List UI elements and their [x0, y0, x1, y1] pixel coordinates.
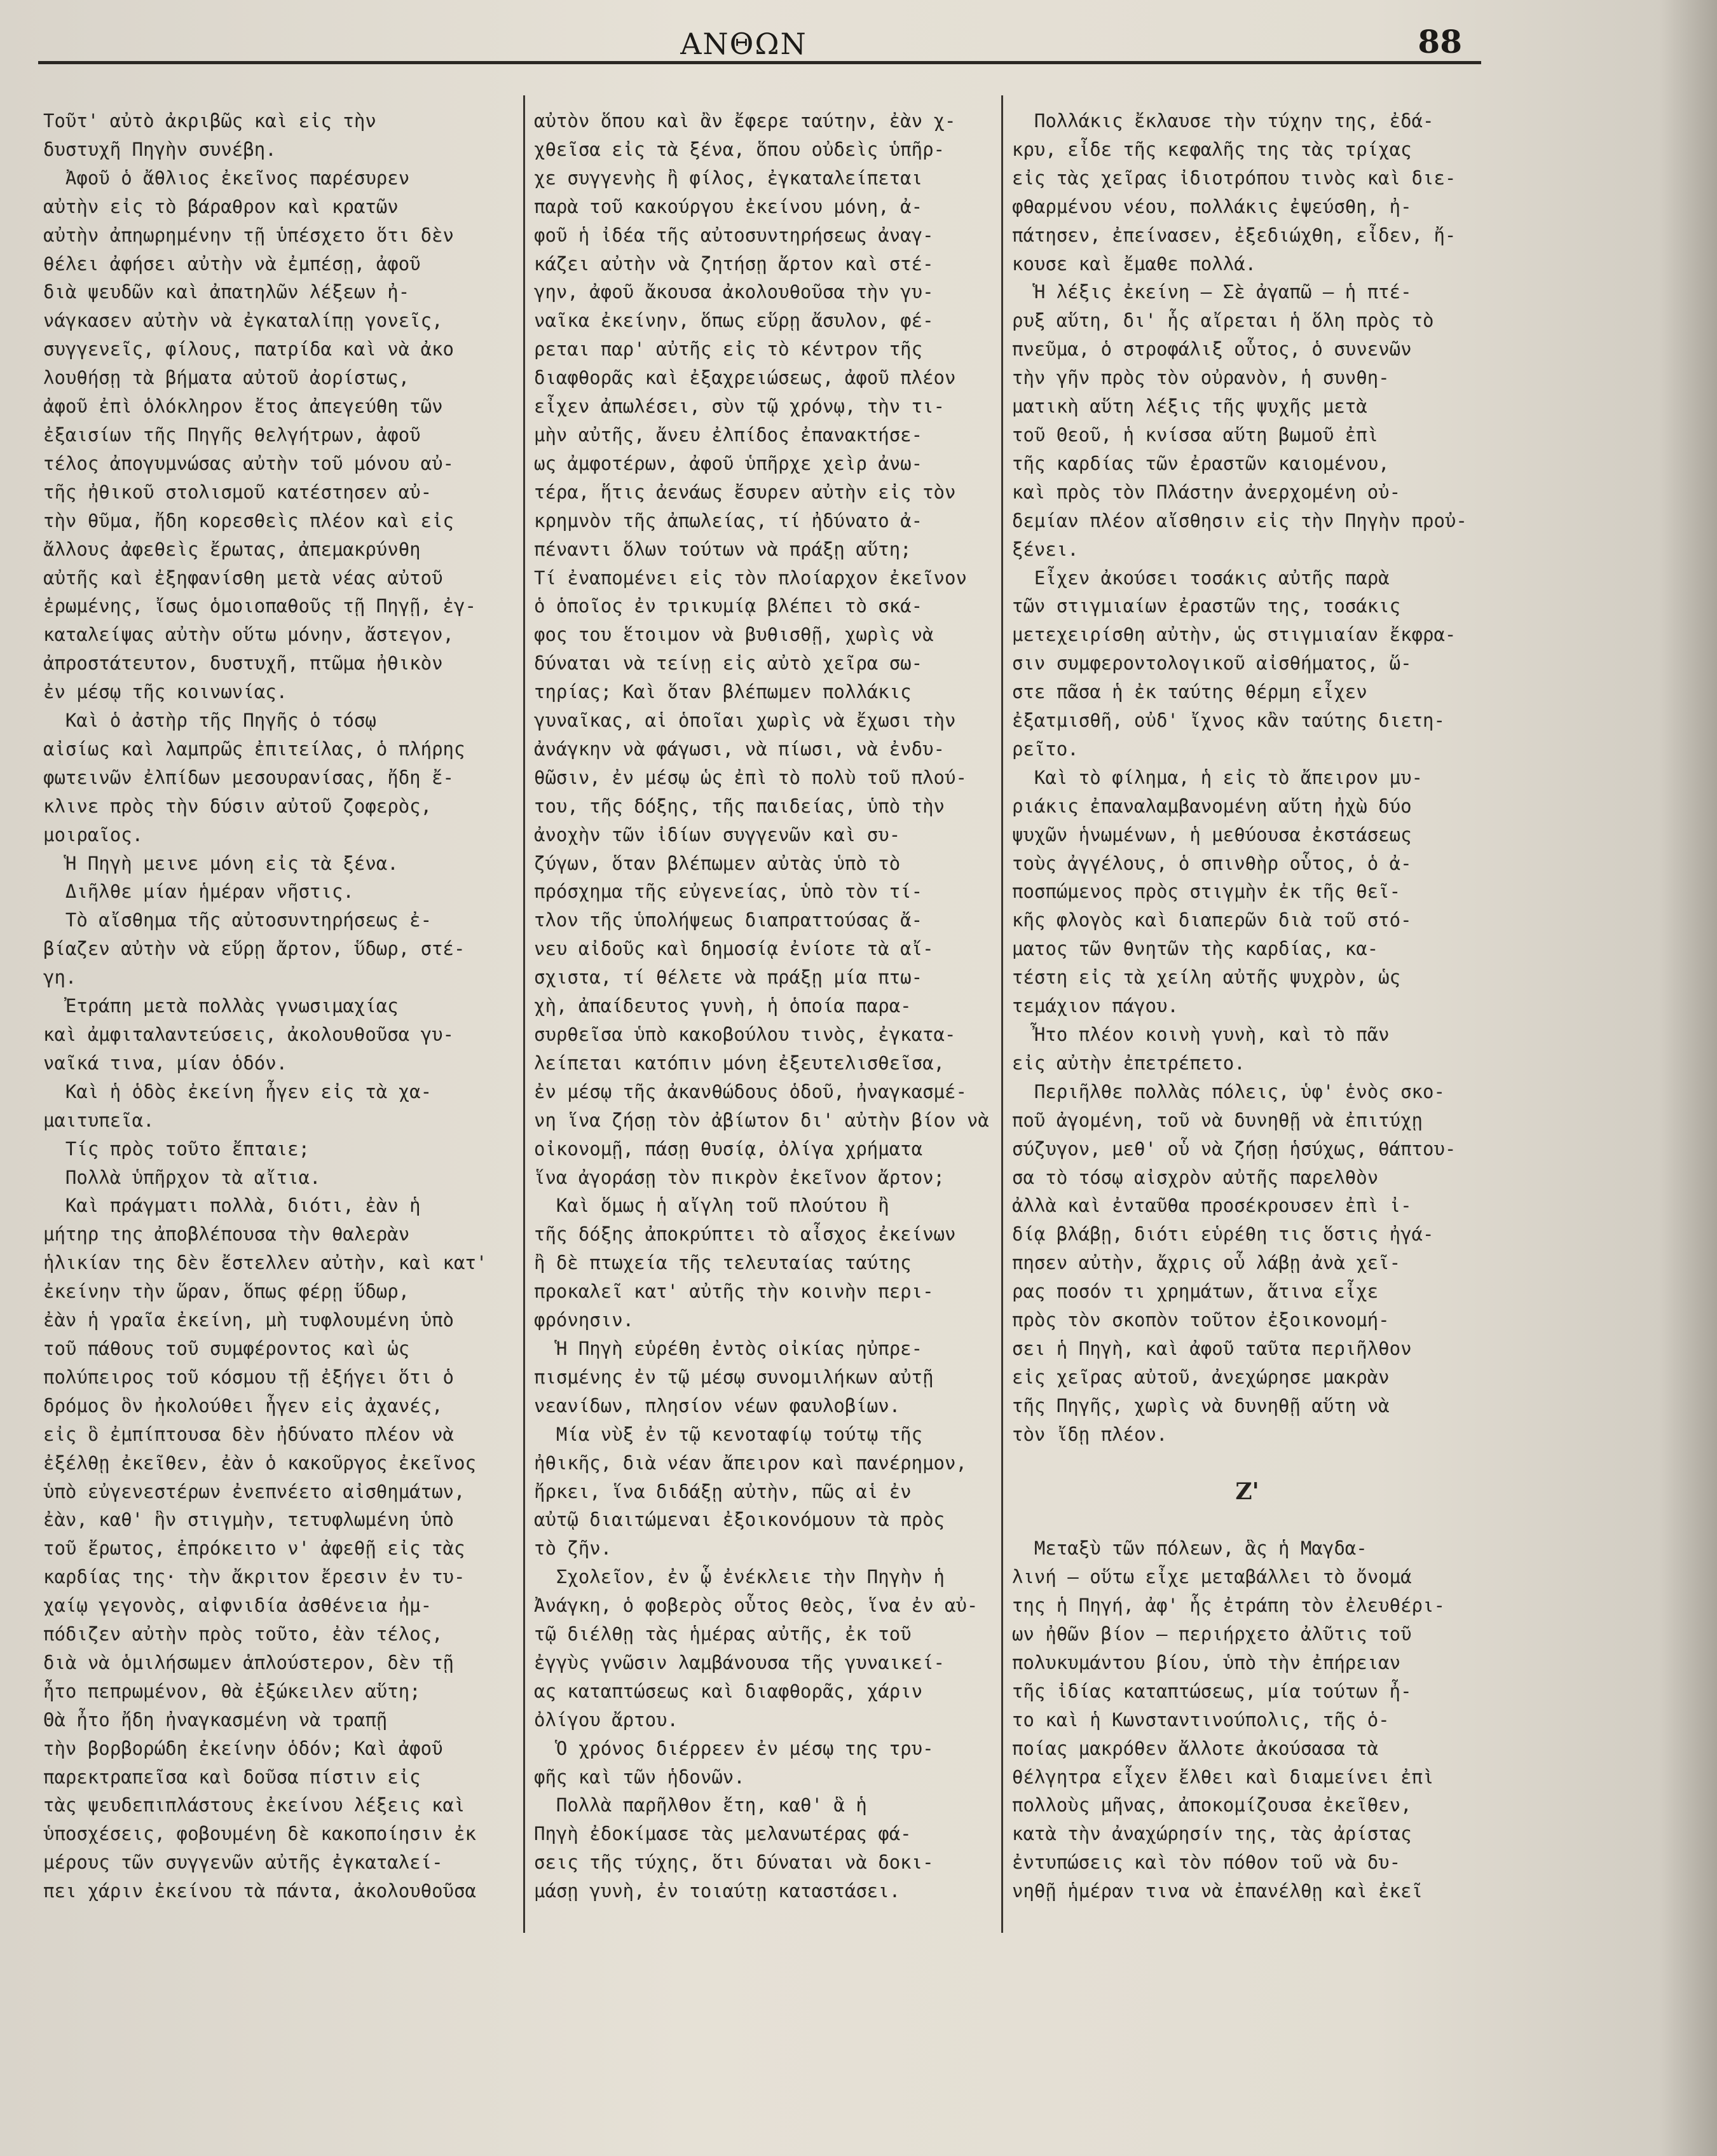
text-line: πισμένης ἐν τῷ μέσῳ συνομιλήκων αὐτῇ — [534, 1366, 934, 1388]
text-line: αὐτὴν ἀπηωρημένην τῇ ὑπέσχετο ὅτι δὲν — [43, 224, 455, 246]
text-line: ρυξ αὕτη, δι' ἧς αἴρεται ἡ ὅλη πρὸς τὸ — [1012, 310, 1434, 332]
text-line: εἰς τὰς χεῖρας ἰδιοτρόπου τινὸς καὶ διε- — [1012, 167, 1456, 189]
text-line: καρδίας της· τὴν ἄκριτον ἔρεσιν ἐν τυ- — [43, 1566, 465, 1588]
text-line: νηθῇ ἡμέραν τινα νὰ ἐπανέλθῃ καὶ ἐκεῖ — [1012, 1880, 1423, 1902]
text-line: ξένει. — [1012, 538, 1079, 560]
text-line: ρεῖτο. — [1012, 738, 1079, 760]
text-line: τοῦ Θεοῦ, ἡ κνίσσα αὕτη βωμοῦ ἐπὶ — [1012, 423, 1379, 446]
text-line: τὸ ζῆν. — [534, 1537, 612, 1560]
text-line: τῷ διέλθῃ τὰς ἡμέρας αὐτῆς, ἐκ τοῦ — [534, 1623, 912, 1645]
text-line: ὑπὸ εὐγενεστέρων ἐνεπνέετο αἰσθημάτων, — [43, 1480, 465, 1502]
text-line: συρθεῖσα ὑπὸ κακοβούλου τινὸς, ἐγκατα- — [534, 1024, 956, 1045]
text-line: χθεῖσα εἰς τὰ ξένα, ὅπου οὐδεὶς ὑπῆρ- — [534, 138, 945, 160]
text-line: τῶν στιγμιαίων ἐραστῶν της, τοσάκις — [1012, 595, 1401, 617]
text-line: Τοῦτ' αὐτὸ ἀκριβῶς καὶ εἰς τὴν — [43, 110, 376, 132]
text-line: κῆς φλογὸς καὶ διαπερῶν διὰ τοῦ στό- — [1012, 909, 1412, 931]
text-line: Ἦτο πλέον κοινὴ γυνὴ, καὶ τὸ πᾶν — [1012, 1024, 1390, 1045]
text-line: Πολλὰ ὑπῆρχον τὰ αἴτια. — [43, 1166, 321, 1188]
text-line: δίᾳ βλάβῃ, διότι εὑρέθη τις ὅστις ἠγά- — [1012, 1223, 1434, 1246]
text-line: τέρα, ἥτις ἀενάως ἔσυρεν αὐτὴν εἰς τὸν — [534, 481, 956, 503]
text-line: γη. — [43, 966, 77, 989]
text-line: Τὸ αἴσθημα τῆς αὐτοσυντηρήσεως ἐ- — [43, 909, 432, 931]
text-line: ἀνοχὴν τῶν ἰδίων συγγενῶν καὶ συ- — [534, 823, 901, 846]
text-line: Πολλάκις ἔκλαυσε τὴν τύχην της, ἐδά- — [1012, 110, 1434, 132]
text-line: φθαρμένου νέου, πολλάκις ἐψεύσθη, ἠ- — [1012, 195, 1412, 217]
text-line: χε συγγενὴς ἢ φίλος, ἐγκαταλείπεται — [534, 167, 923, 189]
text-line: φῆς καὶ τῶν ἡδονῶν. — [534, 1766, 745, 1788]
text-line: ας καταπτώσεως καὶ διαφθορᾶς, χάριν — [534, 1680, 923, 1702]
text-line: κατὰ τὴν ἀναχώρησίν της, τὰς ἀρίστας — [1012, 1823, 1412, 1845]
text-line: δυστυχῆ Πηγὴν συνέβη. — [43, 138, 277, 160]
text-line: ἦτο πεπρωμένον, θὰ ἐξώκειλεν αὕτη; — [43, 1680, 421, 1702]
text-line: στε πᾶσα ἡ ἐκ ταύτης θέρμη εἶχεν — [1012, 681, 1367, 703]
text-line: θῶσιν, ἐν μέσῳ ὡς ἐπὶ τὸ πολὺ τοῦ πλού- — [534, 766, 967, 788]
section-heading: Ζ' — [1235, 1478, 1259, 1505]
text-line: σιν συμφεροντολογικοῦ αἰσθήματος, ὥ- — [1012, 652, 1412, 675]
text-line: τηρίας; Καὶ ὅταν βλέπωμεν πολλάκις — [534, 681, 912, 703]
text-line: λουθήσῃ τὰ βήματα αὐτοῦ ἀορίστως, — [43, 367, 410, 389]
text-line: ἢ δὲ πτωχεία τῆς τελευταίας ταύτης — [534, 1252, 912, 1274]
text-line: τὴν γῆν πρὸς τὸν οὐρανὸν, ἡ συνθη- — [1012, 367, 1390, 389]
text-column-1 — [43, 107, 514, 1905]
text-line: οἰκονομῇ, πάσῃ θυσίᾳ, ὀλίγα χρήματα — [534, 1137, 923, 1160]
text-line: κλινε πρὸς τὴν δύσιν αὐτοῦ ζοφερὸς, — [43, 795, 432, 817]
text-line: λείπεται κατόπιν μόνη ἐξευτελισθεῖσα, — [534, 1052, 945, 1074]
text-line: θέλγητρα εἶχεν ἔλθει καὶ διαμείνει ἐπὶ — [1012, 1766, 1434, 1788]
text-line: τὸν ἴδῃ πλέον. — [1012, 1423, 1168, 1445]
text-line: ἐὰν ἡ γραῖα ἐκείνη, μὴ τυφλουμένη ὑπὸ — [43, 1309, 455, 1331]
text-line: ἵνα ἀγοράσῃ τὸν πικρὸν ἐκεῖνον ἄρτον; — [534, 1166, 945, 1188]
text-line: τέστη εἰς τὰ χείλη αὐτῆς ψυχρὸν, ὡς — [1012, 966, 1401, 989]
text-line: διαφθορᾶς καὶ ἐξαχρειώσεως, ἀφοῦ πλέον — [534, 367, 956, 389]
text-line: προκαλεῖ κατ' αὐτῆς τὴν κοινὴν περι- — [534, 1281, 934, 1303]
text-line: πολλοὺς μῆνας, ἀποκομίζουσα ἐκεῖθεν, — [1012, 1794, 1412, 1816]
text-line: αὐτῷ διαιτώμεναι ἐξοικονόμουν τὰ πρὸς — [534, 1509, 945, 1531]
text-line: Καὶ ὁ ἀστὴρ τῆς Πηγῆς ὁ τόσῳ — [43, 710, 376, 732]
text-line: εἰς ὃ ἐμπίπτουσα δὲν ἠδύνατο πλέον νὰ — [43, 1423, 455, 1445]
text-line: γυναῖκας, αἱ ὁποῖαι χωρὶς νὰ ἔχωσι τὴν — [534, 710, 956, 732]
text-column-2 — [534, 107, 995, 1905]
text-line: πέναντι ὅλων τούτων νὰ πράξῃ αὕτη; — [534, 538, 912, 560]
text-line: τέλος ἀπογυμνώσας αὐτὴν τοῦ μόνου αὐ- — [43, 452, 455, 474]
column-divider — [1001, 95, 1003, 1933]
text-line: πόδιζεν αὐτὴν πρὸς τοῦτο, ἐὰν τέλος, — [43, 1623, 443, 1645]
text-line: δύναται νὰ τείνῃ εἰς αὐτὸ χεῖρα σω- — [534, 652, 923, 675]
text-line: τῆς Πηγῆς, χωρὶς νὰ δυνηθῇ αὕτη νὰ — [1012, 1394, 1390, 1417]
text-line: μὴν αὐτῆς, ἄνευ ἐλπίδος ἐπανακτήσε- — [534, 423, 923, 446]
text-line: ναῖκά τινα, μίαν ὁδόν. — [43, 1052, 288, 1074]
text-line: ἐξατμισθῆ, οὐδ' ἴχνος κἂν ταύτης διετη- — [1012, 710, 1445, 732]
spacer — [1012, 1506, 1482, 1534]
text-line: κρυ, εἶδε τῆς κεφαλῆς της τὰς τρίχας — [1012, 138, 1412, 160]
text-line: ὁ ὁποῖος ἐν τρικυμίᾳ βλέπει τὸ σκά- — [534, 595, 923, 617]
text-line: Διῆλθε μίαν ἡμέραν νῆστις. — [43, 881, 354, 903]
text-line: σεις τῆς τύχης, ὅτι δύναται νὰ δοκι- — [534, 1851, 934, 1874]
text-line: θέλει ἀφήσει αὐτὴν νὰ ἐμπέσῃ, ἀφοῦ — [43, 252, 421, 275]
text-line: Ἀφοῦ ὁ ἄθλιος ἐκεῖνος παρέσυρεν — [43, 167, 410, 189]
text-line: Ἐτράπη μετὰ πολλὰς γνωσιμαχίας — [43, 995, 399, 1017]
text-line: αὐτὴν εἰς τὸ βάραθρον καὶ κρατῶν — [43, 195, 399, 217]
text-line: φος του ἕτοιμον νὰ βυθισθῇ, χωρὶς νὰ — [534, 624, 934, 646]
text-line: ποίας μακρόθεν ἄλλοτε ἀκούσασα τὰ — [1012, 1737, 1379, 1759]
text-line: δρόμος ὃν ἠκολούθει ἦγεν εἰς ἀχανές, — [43, 1394, 443, 1417]
text-line: Ἡ Πηγὴ εὑρέθη ἐντὸς οἰκίας ηὐπρε- — [534, 1337, 923, 1359]
text-line: μοιραῖος. — [43, 823, 144, 846]
text-line: Τίς πρὸς τοῦτο ἔπταιε; — [43, 1137, 310, 1160]
text-line: μέρους τῶν συγγενῶν αὐτῆς ἐγκαταλεί- — [43, 1851, 443, 1874]
text-line: Καὶ πράγματι πολλὰ, διότι, ἐὰν ἡ — [43, 1195, 421, 1217]
text-line: γην, ἀφοῦ ἄκουσα ἀκολουθοῦσα τὴν γυ- — [534, 281, 934, 303]
text-line: ματος τῶν θνητῶν τὴς καρδίας, κα- — [1012, 938, 1379, 960]
text-line: ἀπροστάτευτον, δυστυχῆ, πτῶμα ἠθικὸν — [43, 652, 443, 675]
text-line: τοὺς ἀγγέλους, ὁ σπινθὴρ οὗτος, ὁ ἀ- — [1012, 852, 1412, 874]
text-line: πνεῦμα, ὁ στροφάλιξ οὗτος, ὁ συνενῶν — [1012, 338, 1412, 360]
text-line: Εἶχεν ἀκούσει τοσάκις αὐτῆς παρὰ — [1012, 566, 1390, 589]
text-line: τῆς ἰδίας καταπτώσεως, μία τούτων ἦ- — [1012, 1680, 1412, 1702]
text-line: ἀνάγκην νὰ φάγωσι, νὰ πίωσι, νὰ ἐνδυ- — [534, 738, 945, 760]
text-line: Ἡ λέξις ἐκείνη — Σὲ ἀγαπῶ — ἡ πτέ- — [1012, 281, 1412, 303]
text-line: διὰ νὰ ὁμιλήσωμεν ἁπλούστερον, δὲν τῇ — [43, 1651, 455, 1673]
text-line: νάγκασεν αὐτὴν νὰ ἐγκαταλίπῃ γονεῖς, — [43, 310, 443, 332]
text-line: πολυκυμάντου βίου, ὑπὸ τὴν ἐπήρειαν — [1012, 1651, 1401, 1673]
text-line: της ἡ Πηγή, ἀφ' ἧς ἐτράπη τὸν ἐλευθέρι- — [1012, 1595, 1445, 1617]
text-line: ναῖκα ἐκείνην, ὅπως εὕρῃ ἄσυλον, φέ- — [534, 310, 934, 332]
text-line: νη ἵνα ζήσῃ τὸν ἀβίωτον δι' αὐτὴν βίον νὰ — [534, 1109, 989, 1131]
text-line: νεανίδων, πλησίον νέων φαυλοβίων. — [534, 1394, 901, 1417]
text-line: ζύγων, ὅταν βλέπωμεν αὐτὰς ὑπὸ τὸ — [534, 852, 901, 874]
text-line: χαίῳ γεγονὸς, αἰφνιδία ἀσθένεια ἠμ- — [43, 1595, 432, 1617]
text-column-3 — [1012, 107, 1482, 1905]
text-line: κρημνὸν τῆς ἀπωλείας, τί ἠδύνατο ἀ- — [534, 509, 923, 532]
page-edge-shadow — [1660, 0, 1717, 2156]
text-line: διὰ ψευδῶν καὶ ἀπατηλῶν λέξεων ἠ- — [43, 281, 410, 303]
text-line: ἐξαισίων τῆς Πηγῆς θελγήτρων, ἀφοῦ — [43, 423, 421, 446]
text-line: ὀλίγου ἄρτου. — [534, 1708, 678, 1731]
text-line: ἐκείνην τὴν ὥραν, ὅπως φέρῃ ὕδωρ, — [43, 1281, 410, 1303]
text-line: φοῦ ἡ ἰδέα τῆς αὐτοσυντηρήσεως ἀναγ- — [534, 224, 934, 246]
text-line: ποῦ ἀγομένη, τοῦ νὰ δυνηθῇ νὰ ἐπιτύχῃ — [1012, 1109, 1423, 1131]
text-line: παρὰ τοῦ κακούργου ἐκείνου μόνη, ἀ- — [534, 195, 923, 217]
text-line: τοῦ πάθους τοῦ συμφέροντος καὶ ὡς — [43, 1337, 410, 1359]
text-line: ἀφοῦ ἐπὶ ὁλόκληρον ἔτος ἀπεγεύθη τῶν — [43, 395, 443, 418]
text-line: ἐὰν, καθ' ἣν στιγμὴν, τετυφλωμένη ὑπὸ — [43, 1509, 455, 1531]
text-line: ματικὴ αὕτη λέξις τῆς ψυχῆς μετὰ — [1012, 395, 1367, 418]
text-line: νευ αἰδοῦς καὶ δημοσίᾳ ἐνίοτε τὰ αἴ- — [534, 938, 934, 960]
text-line: μάσῃ γυνὴ, ἐν τοιαύτῃ καταστάσει. — [534, 1880, 901, 1902]
text-line: καὶ ἀμφιταλαντεύσεις, ἀκολουθοῦσα γυ- — [43, 1024, 455, 1045]
text-line: μετεχειρίσθη αὐτὴν, ὡς στιγμιαίαν ἔκφρα- — [1012, 624, 1456, 646]
text-line: τεμάχιον πάγου. — [1012, 995, 1179, 1017]
text-line: Τί ἐναπομένει εἰς τὸν πλοίαρχον ἐκεῖνον — [534, 566, 967, 589]
text-line: το καὶ ἡ Κωνσταντινούπολις, τῆς ὁ- — [1012, 1708, 1390, 1731]
text-line: Σχολεῖον, ἐν ᾧ ἐνέκλειε τὴν Πηγὴν ἡ — [534, 1566, 945, 1588]
text-line: σύζυγον, μεθ' οὗ νὰ ζήσῃ ἡσύχως, θάπτου- — [1012, 1137, 1456, 1160]
text-line: ποσπώμενος πρὸς στιγμὴν ἐκ τῆς θεῖ- — [1012, 881, 1401, 903]
text-line: τοῦ ἔρωτος, ἐπρόκειτο ν' ἀφεθῇ εἰς τὰς — [43, 1537, 465, 1560]
text-line: ἠθικῆς, διὰ νέαν ἄπειρον καὶ πανέρημον, — [534, 1452, 967, 1474]
column-divider — [523, 95, 525, 1933]
text-line: τὴν θῦμα, ἤδη κορεσθεὶς πλέον καὶ εἰς — [43, 509, 455, 532]
text-line: πρὸς τὸν σκοπὸν τοῦτον ἐξοικονομή- — [1012, 1309, 1390, 1331]
text-line: Πολλὰ παρῆλθον ἔτη, καθ' ἃ ἡ — [534, 1794, 867, 1816]
text-line: ὑποσχέσεις, φοβουμένη δὲ κακοποίησιν ἐκ — [43, 1823, 476, 1845]
text-line: βίαζεν αὐτὴν νὰ εὕρῃ ἄρτον, ὕδωρ, στέ- — [43, 938, 465, 960]
text-line: τῆς δόξης ἀποκρύπτει τὸ αἶσχος ἐκείνων — [534, 1223, 956, 1246]
text-line: σχιστα, τί θέλετε νὰ πράξῃ μία πτω- — [534, 966, 923, 989]
text-line: ἐξέλθῃ ἐκεῖθεν, ἐὰν ὁ κακοῦργος ἐκεῖνος — [43, 1452, 476, 1474]
text-line: ρεται παρ' αὐτῆς εἰς τὸ κέντρον τῆς — [534, 338, 923, 360]
text-line: μαιτυπεῖα. — [43, 1109, 154, 1131]
text-line: πρόσχημα τῆς εὐγενείας, ὑπὸ τὸν τί- — [534, 881, 923, 903]
text-line: Θὰ ἦτο ἤδη ἠναγκασμένη νὰ τραπῇ — [43, 1708, 388, 1731]
text-line: αὐτὸν ὅπου καὶ ἂν ἔφερε ταύτην, ἐὰν χ- — [534, 110, 956, 132]
text-line: του, τῆς δόξης, τῆς παιδείας, ὑπὸ τὴν — [534, 795, 945, 817]
text-line: ἐντυπώσεις καὶ τὸν πόθον τοῦ νὰ δυ- — [1012, 1851, 1401, 1874]
text-line: τὴν βορβορώδη ἐκείνην ὁδόν; Καὶ ἀφοῦ — [43, 1737, 443, 1759]
text-line: ἐν μέσῳ τῆς κοινωνίας. — [43, 681, 288, 703]
text-line: Μία νὺξ ἐν τῷ κενοταφίῳ τούτῳ τῆς — [534, 1423, 923, 1445]
text-line: σει ἡ Πηγὴ, καὶ ἀφοῦ ταῦτα περιῆλθον — [1012, 1337, 1412, 1359]
text-line: φωτεινῶν ἐλπίδων μεσουρανίσας, ἤδη ἔ- — [43, 766, 455, 788]
text-line: τῆς καρδίας τῶν ἐραστῶν καιομένου, — [1012, 452, 1390, 474]
text-line: εἰς αὐτὴν ἐπετρέπετο. — [1012, 1052, 1245, 1074]
text-line: ἤρκει, ἵνα διδάξῃ αὐτὴν, πῶς αἱ ἐν — [534, 1480, 912, 1502]
text-line: Καὶ ὅμως ἡ αἴγλη τοῦ πλούτου ἢ — [534, 1195, 889, 1217]
text-line: Καὶ ἡ ὁδὸς ἐκείνη ἦγεν εἰς τὰ χα- — [43, 1080, 432, 1102]
text-line: Ὁ χρόνος διέρρεεν ἐν μέσῳ της τρυ- — [534, 1737, 934, 1759]
text-line: μήτηρ της ἀποβλέπουσα τὴν θαλερὰν — [43, 1223, 410, 1246]
text-line: ἐγγὺς γνῶσιν λαμβάνουσα τῆς γυναικεί- — [534, 1651, 945, 1673]
text-line: τὰς ψευδεπιπλάστους ἐκείνου λέξεις καὶ — [43, 1794, 465, 1816]
text-line: κάζει αὐτὴν νὰ ζητήσῃ ἄρτον καὶ στέ- — [534, 252, 934, 275]
text-line: Πηγὴ ἐδοκίμασε τὰς μελανωτέρας φά- — [534, 1823, 912, 1845]
header-rule — [38, 61, 1481, 64]
text-line: Ἀνάγκη, ὁ φοβερὸς οὗτος Θεὸς, ἵνα ἐν αὐ- — [534, 1595, 978, 1617]
spacer — [1012, 1449, 1482, 1478]
text-line: πει χάριν ἐκείνου τὰ πάντα, ἀκολουθοῦσα — [43, 1880, 476, 1902]
text-line: ως ἀμφοτέρων, ἀφοῦ ὑπῆρχε χεὶρ ἀνω- — [534, 452, 923, 474]
text-line: σα τὸ τόσῳ αἰσχρὸν αὐτῆς παρελθὸν — [1012, 1166, 1379, 1188]
text-line: Ἡ Πηγὴ μεινε μόνη εἰς τὰ ξένα. — [43, 852, 399, 874]
text-line: τῆς ἠθικοῦ στολισμοῦ κατέστησεν αὐ- — [43, 481, 432, 503]
text-line: ων ἠθῶν βίον — περιήρχετο ἀλῦτις τοῦ — [1012, 1623, 1412, 1645]
text-line: Καὶ τὸ φίλημα, ἡ εἰς τὸ ἄπειρον μυ- — [1012, 766, 1423, 788]
text-line: φρόνησιν. — [534, 1309, 634, 1331]
text-line: ψυχῶν ἡνωμένων, ἡ μεθύουσα ἐκστάσεως — [1012, 823, 1412, 846]
text-line: ἡλικίαν της δὲν ἔστελλεν αὐτὴν, καὶ κατ' — [43, 1252, 488, 1274]
text-line: συγγενεῖς, φίλους, πατρίδα καὶ νὰ ἀκο — [43, 338, 455, 360]
text-line: ἄλλους ἀφεθεὶς ἔρωτας, ἀπεμακρύνθη — [43, 538, 421, 560]
text-line: ἐν μέσῳ τῆς ἀκανθώδους ὁδοῦ, ἠναγκασμέ- — [534, 1080, 967, 1102]
text-line: ριάκις ἐπαναλαμβανομένη αὕτη ἠχὼ δύο — [1012, 795, 1412, 817]
text-line: χὴ, ἀπαίδευτος γυνὴ, ἡ ὁποία παρα- — [534, 995, 912, 1017]
text-line: ρας ποσόν τι χρημάτων, ἅτινα εἶχε — [1012, 1281, 1379, 1303]
text-line: δεμίαν πλέον αἴσθησιν εἰς τὴν Πηγὴν προὐ- — [1012, 509, 1467, 532]
text-line: αἰσίως καὶ λαμπρῶς ἐπιτείλας, ὁ πλήρης — [43, 738, 465, 760]
text-line: πολύπειρος τοῦ κόσμου τῇ ἐξήγει ὅτι ὁ — [43, 1366, 455, 1388]
text-line: πάτησεν, ἐπείνασεν, ἐξεδιώχθη, εἶδεν, ἤ- — [1012, 224, 1456, 246]
text-line: Περιῆλθε πολλὰς πόλεις, ὑφ' ἑνὸς σκο- — [1012, 1080, 1445, 1102]
text-line: πησεν αὐτὴν, ἄχρις οὗ λάβῃ ἀνὰ χεῖ- — [1012, 1252, 1401, 1274]
text-line: Μεταξὺ τῶν πόλεων, ἃς ἡ Μαγδα- — [1012, 1537, 1367, 1560]
text-line: εἶχεν ἀπωλέσει, σὺν τῷ χρόνῳ, τὴν τι- — [534, 395, 945, 418]
text-line: ἀλλὰ καὶ ἐνταῦθα προσέκρουσεν ἐπὶ ἰ- — [1012, 1195, 1412, 1217]
text-line: τλον τῆς ὑπολήψεως διαπραττούσας ἄ- — [534, 909, 923, 931]
text-line: καταλείψας αὐτὴν οὕτω μόνην, ἄστεγον, — [43, 624, 455, 646]
running-header-title: ΑΝΘΩΝ — [680, 27, 807, 61]
text-line: ἐρωμένης, ἴσως ὁμοιοπαθοῦς τῇ Πηγῇ, ἐγ- — [43, 595, 476, 617]
text-line: παρεκτραπεῖσα καὶ δοῦσα πίστιν εἰς — [43, 1766, 421, 1788]
text-line: αὐτῆς καὶ ἐξηφανίσθη μετὰ νέας αὐτοῦ — [43, 566, 443, 589]
text-line: λινή — οὕτω εἶχε μεταβάλλει τὸ ὄνομά — [1012, 1566, 1412, 1588]
page-number: 88 — [1418, 23, 1462, 60]
text-line: κουσε καὶ ἔμαθε πολλά. — [1012, 252, 1257, 275]
text-line: εἰς χεῖρας αὐτοῦ, ἀνεχώρησε μακρὰν — [1012, 1366, 1390, 1388]
text-line: καὶ πρὸς τὸν Πλάστην ἀνερχομένη οὐ- — [1012, 481, 1401, 503]
